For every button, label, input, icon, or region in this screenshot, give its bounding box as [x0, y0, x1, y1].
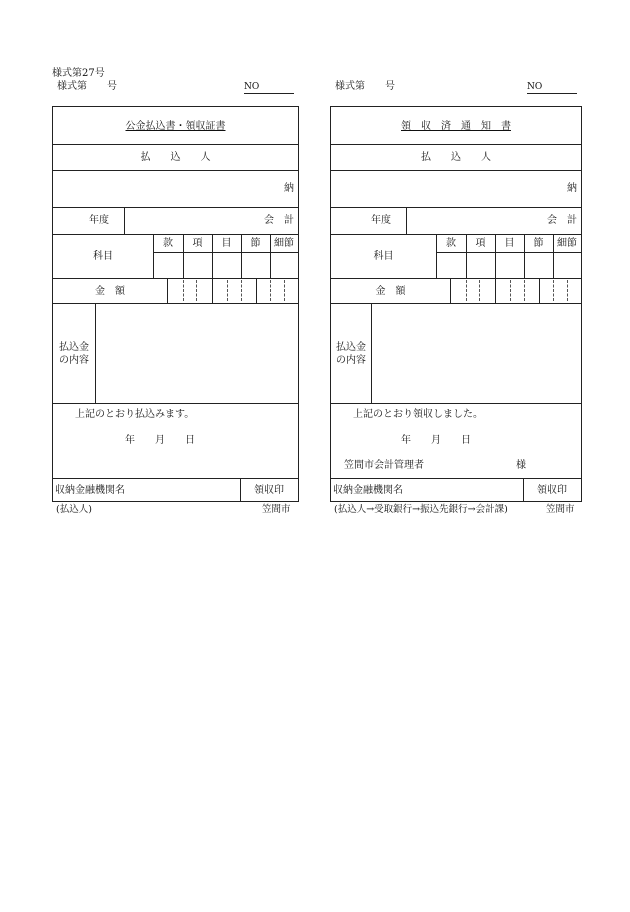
form-number-right: 様式第 号 [335, 81, 395, 92]
left-date: 年 月 日 [125, 435, 195, 446]
no-underline-right [527, 93, 577, 94]
right-col-setsu: 節 [533, 238, 544, 249]
no-label-right: NO [527, 82, 543, 92]
right-amount-label: 金 額 [375, 286, 406, 297]
form-number-left: 様式第 号 [57, 81, 117, 92]
form-number-filled: 様式第27号 [52, 68, 105, 79]
right-seal-label: 領収印 [537, 485, 567, 496]
left-footer-right: 笠間市 [262, 504, 291, 515]
left-form-title: 公金払込書・領収証書 [125, 121, 226, 132]
right-col-saisetsu: 細節 [557, 238, 577, 249]
left-fiscal-year-label: 年度 [89, 215, 109, 226]
left-col-kou: 項 [192, 238, 203, 249]
left-accounting-label: 会 計 [264, 215, 294, 226]
right-accounting-label: 会 計 [547, 215, 577, 226]
left-bank-label: 収納金融機関名 [55, 485, 125, 496]
right-col-kan: 款 [446, 238, 456, 249]
right-content-label: 払込金の内容 [336, 342, 366, 366]
right-footer-right: 笠間市 [546, 504, 575, 515]
right-sama-label: 様 [516, 460, 526, 471]
left-statement: 上記のとおり払込みます。 [75, 409, 195, 420]
left-col-kan: 款 [163, 238, 173, 249]
right-fiscal-year-label: 年度 [371, 215, 391, 226]
no-underline-left [244, 93, 294, 94]
right-form-title: 領 収 済 通 知 書 [401, 121, 511, 132]
receipt-notice-form [330, 106, 582, 502]
left-payer-label: 払 込 人 [140, 152, 211, 163]
right-footer-left: (払込人→受取銀行→振込先銀行→会計課) [334, 504, 508, 515]
left-col-moku: 目 [221, 238, 232, 249]
right-subject-label: 科目 [373, 251, 394, 262]
right-bank-label: 収納金融機関名 [333, 485, 403, 496]
right-col-moku: 目 [504, 238, 515, 249]
left-footer-left: (払込人) [56, 504, 92, 515]
no-label-left: NO [244, 82, 260, 92]
right-statement: 上記のとおり領収しました。 [353, 409, 483, 420]
right-col-kou: 項 [475, 238, 486, 249]
left-content-label: 払込金の内容 [59, 342, 89, 366]
left-col-setsu: 節 [250, 238, 261, 249]
left-nou-label: 納 [284, 183, 294, 194]
right-manager-label: 笠間市会計管理者 [344, 460, 424, 471]
payment-receipt-form [52, 106, 299, 502]
left-subject-label: 科目 [93, 251, 113, 262]
right-nou-label: 納 [567, 183, 577, 194]
left-seal-label: 領収印 [254, 485, 284, 496]
left-col-saisetsu: 細節 [274, 238, 294, 249]
right-payer-label: 払 込 人 [421, 152, 491, 163]
left-amount-label: 金 額 [95, 286, 125, 297]
right-date: 年 月 日 [401, 435, 471, 446]
